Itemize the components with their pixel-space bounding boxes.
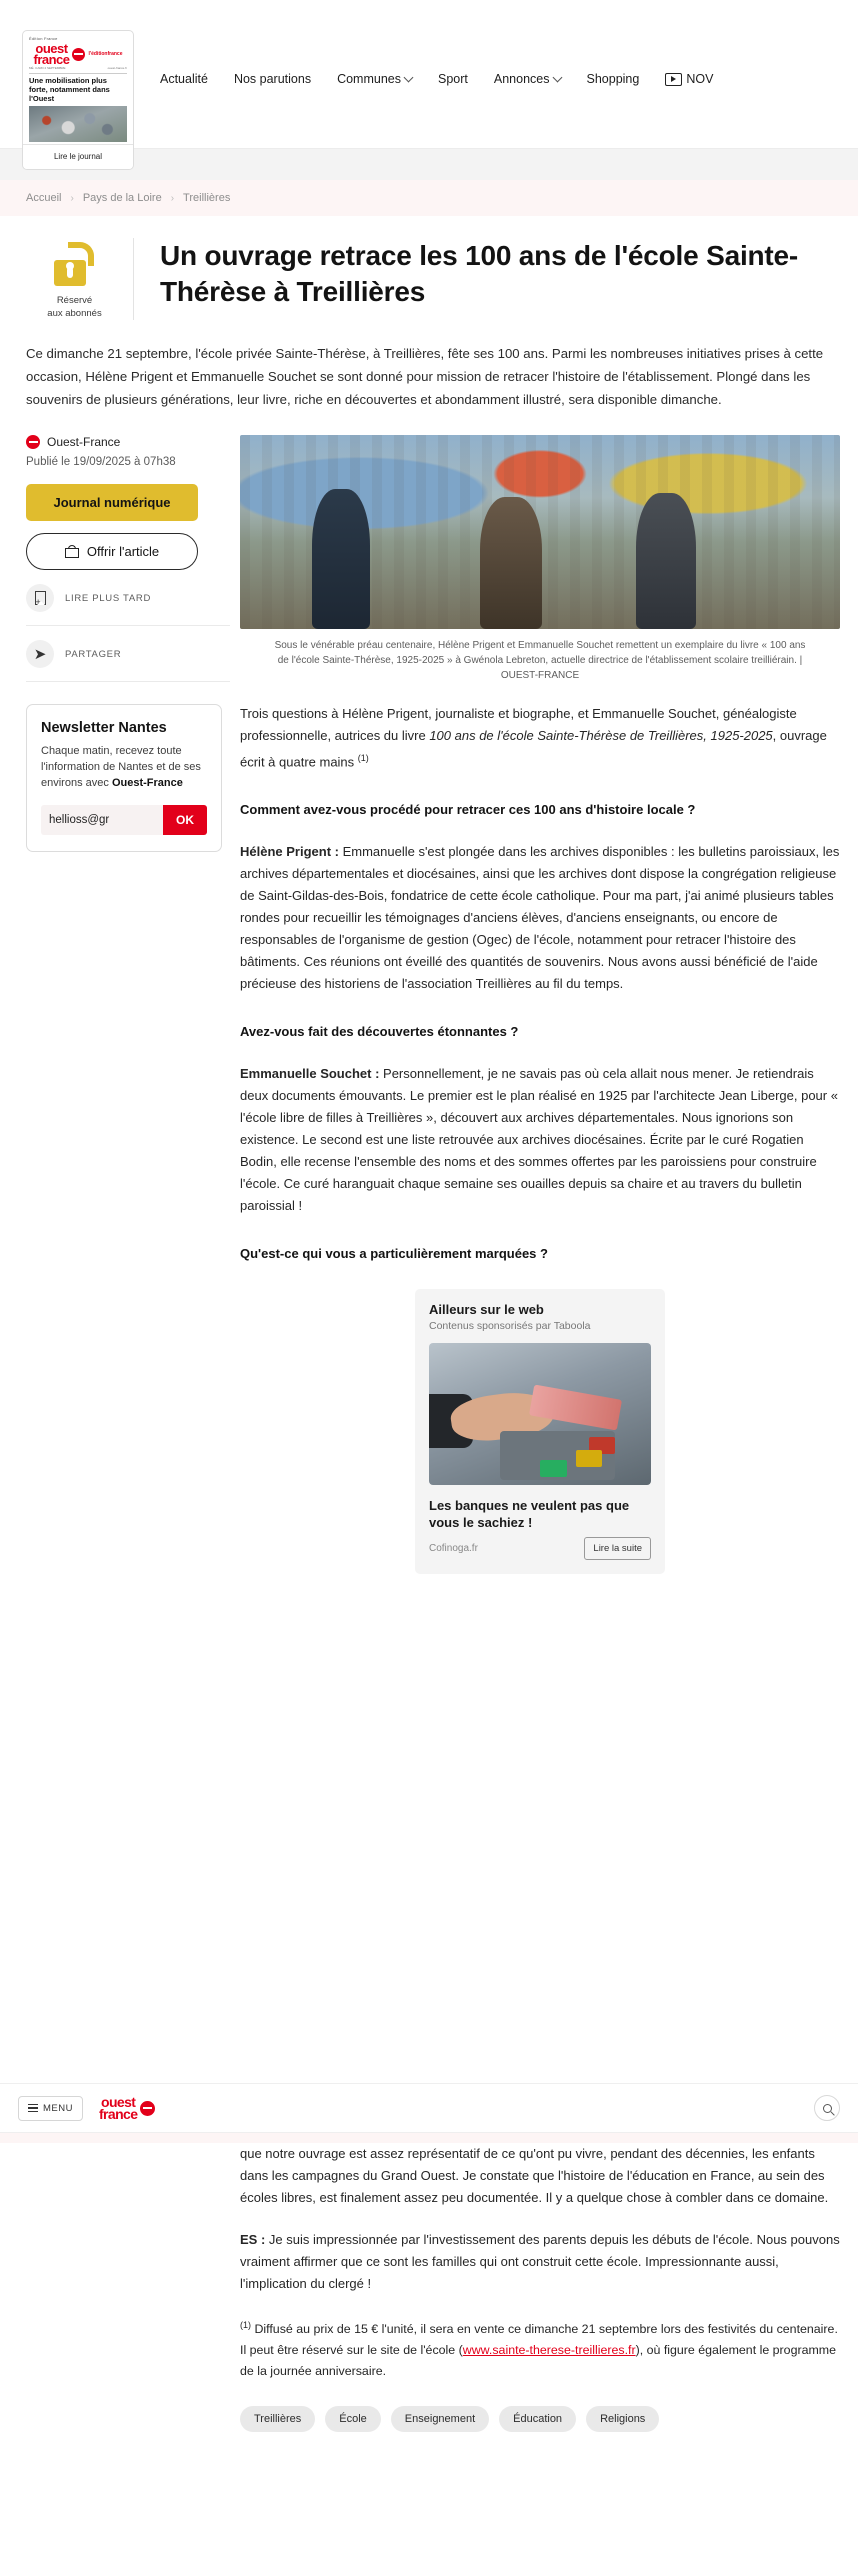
article-lede-paragraph <box>240 703 840 773</box>
taboola-read-more-button[interactable]: Lire la suite <box>584 1537 651 1560</box>
taboola-header <box>415 1289 665 1343</box>
newsletter-submit-button[interactable]: OK <box>163 805 207 835</box>
tv-play-icon <box>665 73 682 86</box>
journal-card-meta <box>29 66 127 70</box>
sticky-logo-line2: france <box>98 2106 138 2122</box>
lede-part2: , ouvrage écrit à quatre mains <box>240 728 827 770</box>
paywall-line1: Réservé <box>56 295 93 306</box>
nav-label: NOV <box>686 72 714 86</box>
chevron-down-icon <box>404 72 414 82</box>
menu-button-label: MENU <box>43 2102 73 2114</box>
sticky-logo[interactable] <box>99 2096 155 2120</box>
article-bottom <box>18 2143 840 2432</box>
answer-1-text: Emmanuelle s'est plongée dans les archives disponibles : les bulletins paroissiaux, les archives départementales et diocésaines, ainsi que les archives dont dispose la congrégation religieuse de Saint-Gildas-des-Bois, fondatrice de cette école catholique. Pour ma part, j'ai animé plusieurs tables rondes pour recueillir les témoignages d'anciens élèves, d'anciens enseignants, ou encore de responsables de l'organisme de gestion (Ogec) de l'école, notamment pour retracer l'histoire des bâtiments. Ces réunions ont éveillé des quantités de souvenirs. Nous avons aussi bénéficié de l'aide précieuse des historiens de l'association Treillières au fil du temps. <box>240 844 840 992</box>
ouest-france-dot-icon <box>72 48 85 61</box>
ouest-france-logo-icon <box>26 435 40 449</box>
breadcrumb-item-accueil[interactable]: Accueil <box>26 192 62 204</box>
taboola-ad-brand: Cofinoga.fr <box>429 1543 478 1555</box>
article-question-2: Avez-vous fait des découvertes étonnantes ? <box>240 1024 519 1040</box>
offrir-article-button[interactable] <box>26 533 198 570</box>
paywall-line2: aux abonnés <box>47 308 102 319</box>
newsletter-description <box>41 743 207 791</box>
share-arrow-icon <box>26 640 54 668</box>
journal-meta-left: MÉ. CARD 2 SEPTEMBRE <box>29 66 66 70</box>
hero-figure-right <box>636 493 696 629</box>
nav-label: Nos parutions <box>233 72 312 86</box>
answer-4-speaker: ES : <box>240 2232 266 2247</box>
newsletter-form <box>41 805 207 835</box>
paywall-badge-text <box>26 294 123 320</box>
journal-edition-badge: l'éditionfrance <box>88 51 123 57</box>
journal-meta-right: ouest-france.fr <box>107 66 127 70</box>
breadcrumb-separator-icon: › <box>70 192 74 204</box>
article-answer-2 <box>240 1063 840 1217</box>
tag-enseignement[interactable]: Enseignement <box>391 2406 489 2432</box>
search-icon <box>823 2104 832 2113</box>
journal-logo-line2: france <box>33 52 70 67</box>
ouest-france-dot-icon <box>140 2101 155 2116</box>
nav-item-nos-parutions[interactable] <box>234 72 311 86</box>
tag-education[interactable]: Éducation <box>499 2406 576 2432</box>
menu-button[interactable] <box>18 2096 83 2121</box>
plus-glyph: + <box>35 597 41 607</box>
journal-card-inner <box>23 31 133 144</box>
journal-card-photo <box>29 106 127 142</box>
sticky-header-bar <box>0 2083 858 2133</box>
footnote-text-1: Diffusé au prix de 15 € l'unité, il sera en vente ce dimanche 21 septembre lors des festivités du centenaire. Il peut être réservé sur le site de l'école ( <box>240 2322 838 2358</box>
nav-label: Annonces <box>493 72 550 86</box>
footnote-marker: (1) <box>240 2320 251 2330</box>
journal-numerique-button[interactable]: Journal numérique <box>26 484 198 521</box>
nav-item-nov[interactable] <box>665 72 713 86</box>
sticky-bar-underline <box>0 2133 858 2143</box>
taboola-ad-footer <box>415 1531 665 1560</box>
bookmark-shape <box>35 591 46 605</box>
nav-item-sport[interactable] <box>438 72 468 86</box>
article-answer-4 <box>240 2229 840 2295</box>
hero-figure-left <box>312 489 370 629</box>
nav-label: Actualité <box>160 72 208 86</box>
answer-2-speaker: Emmanuelle Souchet : <box>240 1066 380 1082</box>
share-arrow-glyph: ➤ <box>33 646 47 663</box>
read-journal-link[interactable]: Lire le journal <box>23 144 133 169</box>
article-answer-3-tail: que notre ouvrage est assez représentatif de ce qu'ont pu vivre, pendant des décennies, les enfants dans les campagnes du Grand Ouest. Je constate que l'histoire de l'éducation en France, au sein des écoles libres, est finalement assez peu documentée. Il y a quelque chose à combler dans ce domaine. <box>240 2146 829 2205</box>
nav-item-shopping[interactable] <box>587 72 640 86</box>
tag-religions[interactable]: Religions <box>586 2406 659 2432</box>
journal-preview-card[interactable] <box>22 30 134 170</box>
taboola-ad-image[interactable] <box>429 1343 651 1485</box>
journal-card-headline: Une mobilisation plus forte, notamment dans l'Ouest <box>29 76 110 103</box>
article-body-grid <box>0 411 858 1574</box>
search-button[interactable] <box>814 2095 840 2121</box>
taboola-widget <box>415 1289 665 1574</box>
journal-logo-line1: ouest <box>35 41 68 56</box>
answer-1-speaker: Hélène Prigent : <box>240 844 339 860</box>
nav-label: Shopping <box>586 72 640 86</box>
ad-key-yellow <box>576 1450 603 1467</box>
nav-item-annonces[interactable] <box>494 72 561 86</box>
source-name: Ouest-France <box>47 435 121 449</box>
gift-box <box>65 548 79 558</box>
newsletter-email-input[interactable] <box>41 805 163 835</box>
paywall-badge <box>26 238 134 320</box>
tag-ecole[interactable]: École <box>325 2406 381 2432</box>
taboola-ad-title[interactable]: Les banques ne veulent pas que vous le sachiez ! <box>429 1498 630 1531</box>
tag-treillieres[interactable]: Treillières <box>240 2406 315 2432</box>
newsletter-text: Chaque matin, recevez toute l'information de Nantes et de ses environs avec <box>41 745 201 789</box>
lede-footnote-marker: (1) <box>357 753 369 763</box>
nav-item-actualite[interactable] <box>160 72 208 86</box>
article-question-1: Comment avez-vous procédé pour retracer ces 100 ans d'histoire locale ? <box>240 802 696 818</box>
offrir-article-label: Offrir l'article <box>86 544 160 559</box>
journal-edition-label: Édition France <box>29 36 58 41</box>
gift-icon <box>65 545 79 558</box>
bottom-rail-spacer <box>18 2143 230 2432</box>
article-hero-image <box>240 435 840 629</box>
main-navigation <box>160 72 713 86</box>
nav-item-communes[interactable] <box>337 72 412 86</box>
article-tags <box>240 2406 840 2432</box>
breadcrumb <box>0 180 858 216</box>
bottom-main <box>240 2143 840 2432</box>
article-question-3: Qu'est-ce qui vous a particulièrement marquées ? <box>240 1246 548 1262</box>
answer-2-text: Personnellement, je ne savais pas où cela allait nous mener. Je retiendrais deux documents émouvants. Le premier est le plan réalisé en 1925 par l'architecte Jean Liberge, pour « l'école libre de filles à Treillières », découvert aux archives départementales. Nous ignorions son existence. Le second est une liste retrouvée aux archives diocésaines. Écrite par le curé Rogatien Bodin, elle recense l'ensemble des noms et des sommes offertes par les paroissiens pour construire l'école. Ce curé haranguait chaque semaine ses ouailles depuis sa chaire et au travers du bulletin paroissial ! <box>240 1066 838 1214</box>
article-intro: Ce dimanche 21 septembre, l'école privée Sainte-Thérèse, à Treillières, fête ses 100 ans. Parmi les nombreuses initiatives prises à cette occasion, Hélène Prigent et Emmanuelle Souchet se sont donné pour mission de retracer l'histoire de l'établissement. Plongé dans les souvenirs de plusieurs générations, leur livre, riche en découvertes et abondamment illustré, sera disponible dimanche. <box>26 346 824 407</box>
breadcrumb-separator-icon: › <box>170 192 175 204</box>
article-answer-1 <box>240 841 840 995</box>
share-label: PARTAGER <box>65 648 122 660</box>
taboola-subtitle: Contenus sponsorisés par Taboola <box>429 1320 591 1333</box>
taboola-title: Ailleurs sur le web <box>429 1302 544 1318</box>
article-rail <box>18 435 230 1574</box>
article-header <box>0 216 858 320</box>
sticky-logo-text <box>99 2096 137 2120</box>
page-title: Un ouvrage retrace les 100 ans de l'école Sainte-Thérèse à Treillières <box>160 240 799 307</box>
site-header <box>0 0 858 161</box>
journal-logo-text <box>33 43 69 65</box>
article-footnote <box>240 2315 840 2382</box>
newsletter-brand: Ouest-France <box>111 777 183 789</box>
article-content <box>240 435 840 1574</box>
nav-label: Sport <box>438 72 468 86</box>
ad-key-green <box>540 1460 567 1477</box>
answer-4-text: Je suis impressionnée par l'investissement des parents depuis les débuts de l'école. Nous pouvons vraiment affirmer que ce sont les familles qui ont construit cette école. Impressionnante aussi, l'implication du clergé ! <box>240 2232 840 2291</box>
share-action[interactable] <box>26 626 230 682</box>
publication-date: Publié le 19/09/2025 à 07h38 <box>26 456 176 468</box>
sticky-logo-line1: ouest <box>101 2094 136 2110</box>
lede-part1: Trois questions à Hélène Prigent, journaliste et biographe, et Emmanuelle Souchet, généalogiste professionnelle, autrices du livre <box>240 706 797 743</box>
unlock-icon <box>54 242 96 286</box>
bookmark-plus-icon <box>26 584 54 612</box>
hamburger-icon <box>28 2104 38 2112</box>
lock-keyhole <box>67 267 73 278</box>
journal-masthead <box>29 43 127 65</box>
lede-book-title: 100 ans de l'école Sainte-Thérèse de Treillières, 1925-2025 <box>429 728 773 743</box>
journal-card-divider <box>29 73 127 74</box>
chevron-down-icon <box>552 72 562 82</box>
footnote-text-2: ), où figure également le programme de la journée anniversaire. <box>240 2343 837 2379</box>
newsletter-box <box>26 704 222 852</box>
article-image-caption: Sous le vénérable préau centenaire, Hélène Prigent et Emmanuelle Souchet remettent un exemplaire du livre « 100 ans de l'école Sainte-Thérèse, 1925-2025 » à Gwénola Lebreton, actuelle directrice de l'établissement scolaire treilliérain. | OUEST-FRANCE <box>274 640 806 681</box>
article-source <box>26 435 230 449</box>
breadcrumb-item-treillieres[interactable]: Treillières <box>183 192 231 204</box>
read-later-label: LIRE PLUS TARD <box>65 592 151 604</box>
nav-label: Communes <box>337 72 401 86</box>
read-later-action[interactable] <box>26 570 230 626</box>
hero-figure-center <box>480 497 542 629</box>
breadcrumb-item-pays-de-la-loire[interactable]: Pays de la Loire <box>82 192 162 204</box>
school-website-link[interactable]: www.sainte-therese-treillieres.fr <box>462 2343 636 2358</box>
newsletter-title: Newsletter Nantes <box>41 720 167 736</box>
